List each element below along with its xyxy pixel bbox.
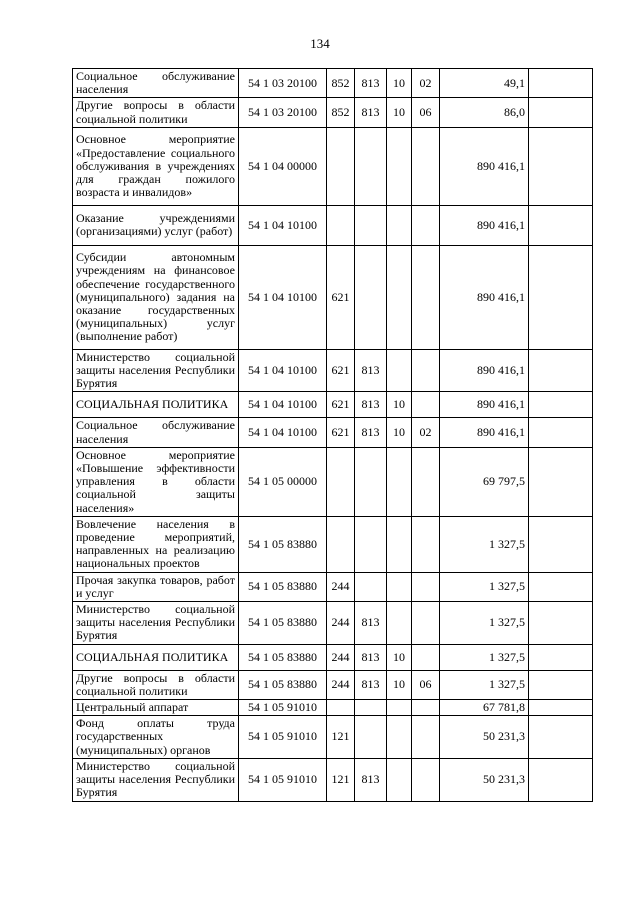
section-code — [387, 349, 412, 392]
expense-type-code — [327, 205, 355, 245]
amount: 86,0 — [440, 98, 529, 127]
ministry-code: 813 — [355, 418, 387, 447]
empty-cell — [529, 127, 593, 205]
empty-cell — [529, 205, 593, 245]
subsection-code — [412, 644, 440, 670]
section-code — [387, 245, 412, 349]
table-row — [73, 572, 593, 601]
budget-table — [72, 68, 593, 802]
table-row — [73, 716, 593, 759]
amount: 890 416,1 — [440, 392, 529, 418]
subsection-code — [412, 602, 440, 645]
ministry-code: 813 — [355, 644, 387, 670]
expense-type-code — [327, 447, 355, 516]
table-row — [73, 98, 593, 127]
empty-cell — [529, 758, 593, 801]
subsection-code — [412, 392, 440, 418]
expense-type-code: 244 — [327, 602, 355, 645]
expense-type-code: 621 — [327, 349, 355, 392]
target-code: 54 1 03 20100 — [239, 98, 327, 127]
expense-type-code — [327, 700, 355, 716]
expense-type-code: 121 — [327, 716, 355, 759]
row-name: Другие вопросы в области социальной политики — [73, 98, 239, 127]
target-code: 54 1 05 83880 — [239, 644, 327, 670]
target-code: 54 1 05 83880 — [239, 516, 327, 572]
section-code — [387, 602, 412, 645]
empty-cell — [529, 572, 593, 601]
empty-cell — [529, 245, 593, 349]
empty-cell — [529, 670, 593, 699]
empty-cell — [529, 69, 593, 98]
section-code: 10 — [387, 98, 412, 127]
target-code: 54 1 05 83880 — [239, 572, 327, 601]
section-code: 10 — [387, 418, 412, 447]
table-row — [73, 447, 593, 516]
ministry-code — [355, 205, 387, 245]
target-code: 54 1 05 83880 — [239, 670, 327, 699]
ministry-code: 813 — [355, 69, 387, 98]
ministry-code: 813 — [355, 602, 387, 645]
target-code: 54 1 03 20100 — [239, 69, 327, 98]
row-name: Центральный аппарат — [73, 700, 239, 716]
row-name: Основное мероприятие «Предоставление социального обслуживания в учреждениях для граждан пожилого возраста и инвалидов» — [73, 127, 239, 205]
amount: 50 231,3 — [440, 758, 529, 801]
ministry-code — [355, 245, 387, 349]
table-row — [73, 349, 593, 392]
row-name: Субсидии автономным учреждениям на финансовое обеспечение государственного (муниципального) задания на оказание государственных (муниципальных) услуг (выполнение работ) — [73, 245, 239, 349]
empty-cell — [529, 602, 593, 645]
empty-cell — [529, 418, 593, 447]
ministry-code — [355, 700, 387, 716]
amount: 890 416,1 — [440, 127, 529, 205]
subsection-code — [412, 572, 440, 601]
table-row — [73, 205, 593, 245]
section-code — [387, 572, 412, 601]
target-code: 54 1 05 91010 — [239, 758, 327, 801]
section-code: 10 — [387, 644, 412, 670]
row-name: Оказание учреждениями (организациями) услуг (работ) — [73, 205, 239, 245]
empty-cell — [529, 98, 593, 127]
subsection-code — [412, 716, 440, 759]
section-code — [387, 700, 412, 716]
table-row — [73, 392, 593, 418]
row-name: Социальное обслуживание населения — [73, 418, 239, 447]
section-code — [387, 758, 412, 801]
expense-type-code: 621 — [327, 392, 355, 418]
amount: 69 797,5 — [440, 447, 529, 516]
subsection-code — [412, 516, 440, 572]
subsection-code — [412, 127, 440, 205]
expense-type-code: 621 — [327, 418, 355, 447]
target-code: 54 1 05 91010 — [239, 700, 327, 716]
table-row — [73, 69, 593, 98]
ministry-code: 813 — [355, 349, 387, 392]
table-row — [73, 644, 593, 670]
empty-cell — [529, 392, 593, 418]
section-code — [387, 516, 412, 572]
table-row — [73, 602, 593, 645]
row-name: Министерство социальной защиты населения Республики Бурятия — [73, 349, 239, 392]
ministry-code: 813 — [355, 98, 387, 127]
subsection-code: 02 — [412, 69, 440, 98]
table-row — [73, 127, 593, 205]
amount: 890 416,1 — [440, 205, 529, 245]
expense-type-code: 852 — [327, 98, 355, 127]
subsection-code — [412, 205, 440, 245]
row-name: Прочая закупка товаров, работ и услуг — [73, 572, 239, 601]
table-row — [73, 670, 593, 699]
amount: 50 231,3 — [440, 716, 529, 759]
row-name: Фонд оплаты труда государственных (муниципальных) органов — [73, 716, 239, 759]
expense-type-code — [327, 516, 355, 572]
target-code: 54 1 04 00000 — [239, 127, 327, 205]
amount: 1 327,5 — [440, 670, 529, 699]
target-code: 54 1 05 00000 — [239, 447, 327, 516]
subsection-code — [412, 349, 440, 392]
ministry-code: 813 — [355, 392, 387, 418]
subsection-code: 06 — [412, 98, 440, 127]
empty-cell — [529, 349, 593, 392]
target-code: 54 1 04 10100 — [239, 205, 327, 245]
subsection-code — [412, 700, 440, 716]
expense-type-code: 244 — [327, 644, 355, 670]
ministry-code — [355, 516, 387, 572]
row-name: СОЦИАЛЬНАЯ ПОЛИТИКА — [73, 392, 239, 418]
subsection-code — [412, 447, 440, 516]
empty-cell — [529, 716, 593, 759]
subsection-code — [412, 758, 440, 801]
amount: 890 416,1 — [440, 418, 529, 447]
ministry-code — [355, 572, 387, 601]
amount: 49,1 — [440, 69, 529, 98]
page-number: 134 — [310, 36, 330, 51]
target-code: 54 1 05 83880 — [239, 602, 327, 645]
ministry-code — [355, 447, 387, 516]
row-name: Вовлечение населения в проведение мероприятий, направленных на реализацию национальных проектов — [73, 516, 239, 572]
table-row — [73, 418, 593, 447]
row-name: Министерство социальной защиты населения Республики Бурятия — [73, 758, 239, 801]
expense-type-code: 121 — [327, 758, 355, 801]
row-name: СОЦИАЛЬНАЯ ПОЛИТИКА — [73, 644, 239, 670]
empty-cell — [529, 447, 593, 516]
subsection-code: 02 — [412, 418, 440, 447]
section-code: 10 — [387, 392, 412, 418]
ministry-code — [355, 716, 387, 759]
amount: 67 781,8 — [440, 700, 529, 716]
section-code — [387, 447, 412, 516]
section-code — [387, 716, 412, 759]
expense-type-code — [327, 127, 355, 205]
table-row — [73, 700, 593, 716]
section-code — [387, 205, 412, 245]
target-code: 54 1 04 10100 — [239, 418, 327, 447]
empty-cell — [529, 700, 593, 716]
row-name: Социальное обслуживание населения — [73, 69, 239, 98]
row-name: Министерство социальной защиты населения Республики Бурятия — [73, 602, 239, 645]
amount: 890 416,1 — [440, 349, 529, 392]
subsection-code: 06 — [412, 670, 440, 699]
empty-cell — [529, 644, 593, 670]
section-code: 10 — [387, 69, 412, 98]
amount: 1 327,5 — [440, 644, 529, 670]
target-code: 54 1 05 91010 — [239, 716, 327, 759]
amount: 1 327,5 — [440, 572, 529, 601]
expense-type-code: 621 — [327, 245, 355, 349]
ministry-code — [355, 127, 387, 205]
ministry-code: 813 — [355, 758, 387, 801]
expense-type-code: 244 — [327, 572, 355, 601]
section-code: 10 — [387, 670, 412, 699]
target-code: 54 1 04 10100 — [239, 392, 327, 418]
target-code: 54 1 04 10100 — [239, 245, 327, 349]
section-code — [387, 127, 412, 205]
subsection-code — [412, 245, 440, 349]
expense-type-code: 244 — [327, 670, 355, 699]
amount: 890 416,1 — [440, 245, 529, 349]
expense-type-code: 852 — [327, 69, 355, 98]
row-name: Другие вопросы в области социальной политики — [73, 670, 239, 699]
target-code: 54 1 04 10100 — [239, 349, 327, 392]
ministry-code: 813 — [355, 670, 387, 699]
row-name: Основное мероприятие «Повышение эффективности управления в области социальной защиты населения» — [73, 447, 239, 516]
table-row — [73, 516, 593, 572]
table-row — [73, 245, 593, 349]
amount: 1 327,5 — [440, 602, 529, 645]
table-row — [73, 758, 593, 801]
amount: 1 327,5 — [440, 516, 529, 572]
empty-cell — [529, 516, 593, 572]
